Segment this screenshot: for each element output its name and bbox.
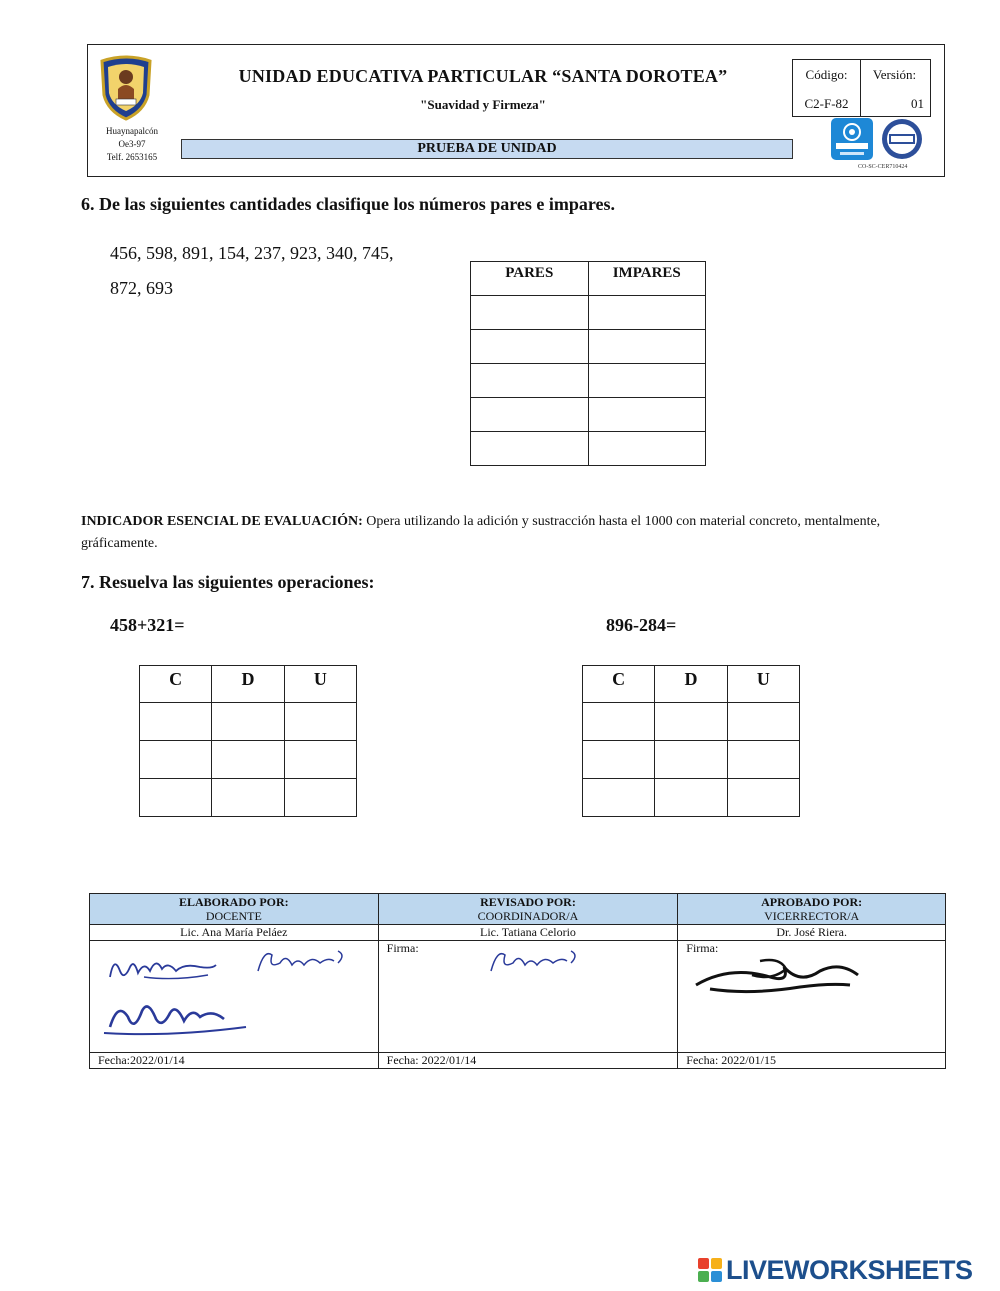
cdu-header-c: C <box>583 666 655 703</box>
cert-code: CO-SC-CER710424 <box>858 164 908 170</box>
cdu-table-subtraction <box>582 665 800 817</box>
cdu-header-u: U <box>284 666 356 703</box>
cdu-cell[interactable] <box>583 741 655 779</box>
signature-table <box>89 893 946 1069</box>
school-motto: "Suavidad y Firmeza" <box>420 97 546 112</box>
liveworksheets-brand <box>698 1253 973 1287</box>
aprobado-name: Dr. José Riera. <box>678 925 946 941</box>
cdu-cell[interactable] <box>655 703 727 741</box>
elaborado-name: Lic. Ana María Peláez <box>90 925 379 941</box>
school-address: Huaynapalcón Oe3-97 Telf. 2653165 <box>106 126 158 162</box>
pares-header: PARES <box>471 262 589 296</box>
numbers-line-1: 456, 598, 891, 154, 237, 923, 340, 745, <box>110 243 394 263</box>
cdu-header-u: U <box>727 666 799 703</box>
iqnet-seal-icon <box>880 117 924 161</box>
school-name: UNIDAD EDUCATIVA PARTICULAR “SANTA DOROTEA” <box>238 66 728 86</box>
impares-cell[interactable] <box>588 398 706 432</box>
signature-ana-icon <box>104 947 224 987</box>
impares-cell[interactable] <box>588 432 706 466</box>
pares-cell[interactable] <box>471 398 589 432</box>
cdu-cell[interactable] <box>583 703 655 741</box>
elaborado-date: Fecha:2022/01/14 <box>90 1053 379 1069</box>
firma-label: Firma: <box>386 941 419 955</box>
cdu-table-addition <box>139 665 357 817</box>
signature-jose-icon <box>690 955 866 999</box>
impares-header: IMPARES <box>588 262 706 296</box>
numbers-line-2: 872, 693 <box>110 278 173 298</box>
pares-cell[interactable] <box>471 330 589 364</box>
revisado-header: REVISADO POR: COORDINADOR/A <box>378 894 678 925</box>
code-version-box <box>792 59 931 117</box>
aprobado-signature-cell <box>678 941 946 1053</box>
operation-subtraction: 896-284= <box>606 615 677 635</box>
document-header <box>87 44 945 177</box>
cdu-cell[interactable] <box>655 741 727 779</box>
aprobado-header: APROBADO POR: VICERRECTOR/A <box>678 894 946 925</box>
evaluation-indicator <box>81 511 941 555</box>
cdu-cell[interactable] <box>140 741 212 779</box>
icontec-seal-icon <box>830 117 874 161</box>
question-6-title: 6. De las siguientes cantidades clasifique los números pares e impares. <box>81 194 616 214</box>
cdu-cell[interactable] <box>727 779 799 817</box>
question-7-title: 7. Resuelva las siguientes operaciones: <box>81 572 375 592</box>
cdu-cell[interactable] <box>212 741 284 779</box>
cdu-cell[interactable] <box>583 779 655 817</box>
indicator-label: INDICADOR ESENCIAL DE EVALUACIÓN: <box>81 514 363 529</box>
code-label: Código: <box>805 67 848 82</box>
revisado-date: Fecha: 2022/01/14 <box>378 1053 678 1069</box>
signature-tatiana-icon <box>483 945 583 977</box>
cdu-cell[interactable] <box>727 741 799 779</box>
brand-name: LIVEWORKSHEETS <box>726 1254 973 1285</box>
impares-cell[interactable] <box>588 330 706 364</box>
cdu-cell[interactable] <box>140 703 212 741</box>
version-label: Versión: <box>872 67 917 82</box>
cdu-cell[interactable] <box>727 703 799 741</box>
firma-label: Firma: <box>686 941 719 955</box>
cdu-cell[interactable] <box>655 779 727 817</box>
cdu-header-c: C <box>140 666 212 703</box>
indicator-text: Opera utilizando la adición y sustracción hasta el 1000 con material concreto, mentalmente, gráficamente. <box>81 514 881 551</box>
cdu-header-d: D <box>212 666 284 703</box>
cdu-cell[interactable] <box>140 779 212 817</box>
unit-title: PRUEBA DE UNIDAD <box>181 139 793 159</box>
elaborado-header: ELABORADO POR: DOCENTE <box>90 894 379 925</box>
signature-docente-icon <box>100 993 250 1043</box>
cdu-header-d: D <box>655 666 727 703</box>
code-value: C2-F-82 <box>804 96 849 111</box>
signature-initials-icon <box>250 945 350 977</box>
pares-cell[interactable] <box>471 364 589 398</box>
pares-impares-table <box>470 261 706 466</box>
school-crest-icon <box>98 55 154 121</box>
revisado-name: Lic. Tatiana Celorio <box>378 925 678 941</box>
brand-logo-icon <box>698 1258 722 1282</box>
cdu-cell[interactable] <box>212 703 284 741</box>
cdu-cell[interactable] <box>284 703 356 741</box>
cdu-cell[interactable] <box>284 779 356 817</box>
impares-cell[interactable] <box>588 364 706 398</box>
elaborado-signature-cell <box>90 941 379 1053</box>
impares-cell[interactable] <box>588 296 706 330</box>
version-value: 01 <box>911 96 924 111</box>
operation-addition: 458+321= <box>110 615 185 635</box>
cdu-cell[interactable] <box>212 779 284 817</box>
pares-cell[interactable] <box>471 296 589 330</box>
aprobado-date: Fecha: 2022/01/15 <box>678 1053 946 1069</box>
cdu-cell[interactable] <box>284 741 356 779</box>
revisado-signature-cell <box>378 941 678 1053</box>
pares-cell[interactable] <box>471 432 589 466</box>
